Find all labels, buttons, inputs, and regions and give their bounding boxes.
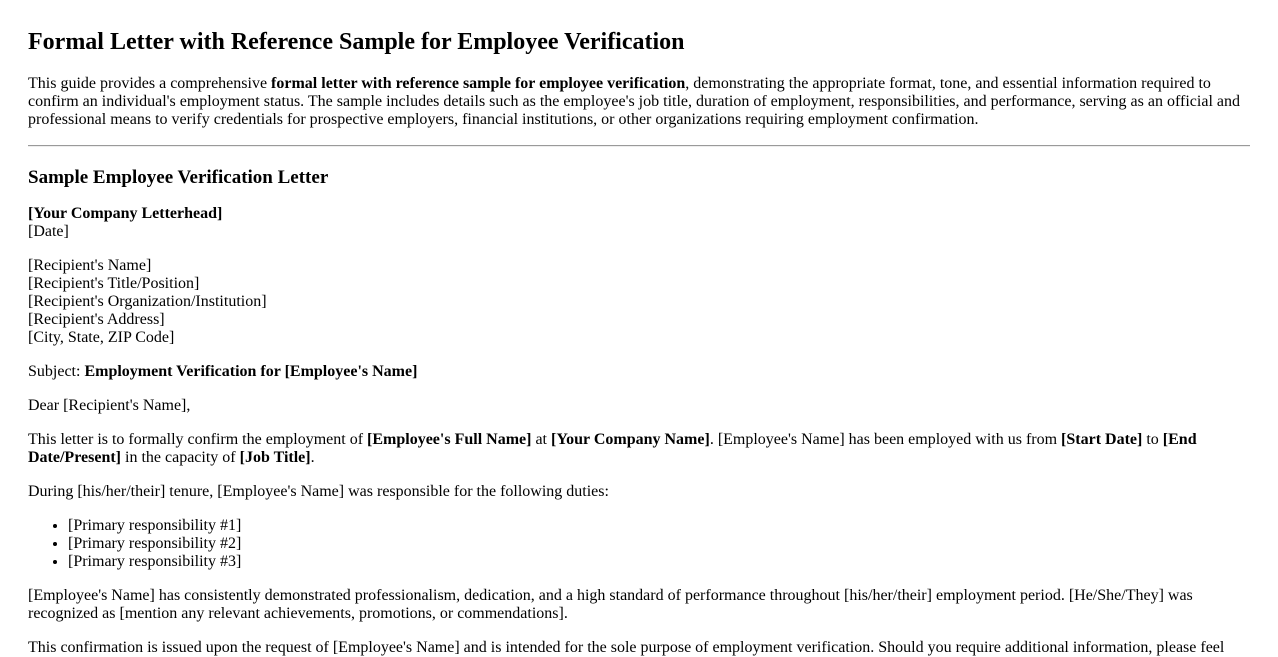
duties-list (28, 517, 1250, 571)
list-item: • [Primary responsibility #1] (68, 517, 1250, 535)
recipient-title: [Recipient's Title/Position] (28, 275, 200, 292)
page-title: Formal Letter with Reference Sample for Employee Verification (28, 29, 685, 55)
end-date: [End Date/Present] (28, 431, 1197, 466)
employee-full-name: [Employee's Full Name] (367, 431, 532, 448)
recipient-name: [Recipient's Name] (28, 257, 152, 274)
subject-prefix: Subject: (28, 363, 85, 380)
letterhead: [Your Company Letterhead] (28, 205, 223, 222)
job-title: [Job Title] (239, 449, 311, 466)
recipient-city: [City, State, ZIP Code] (28, 329, 175, 346)
subject-line (28, 363, 1250, 381)
employment-text-1: This letter is to formally confirm the employment of (28, 431, 368, 448)
subject-text: Employment Verification for [Employee's Name] (84, 363, 418, 380)
intro-text-end: , demonstrating the appropriate format, tone, and essential information required to confirm an individual's employment status. The sample includes details such as the employee's job title, duration of employment, responsibilities, and performance, serving as an official and professional means to verify credentials for prospective employers, financial institutions, or other organizations requiring employment confirmation. (28, 75, 1240, 128)
letterhead-block (28, 205, 1250, 241)
letter-date: [Date] (28, 223, 69, 240)
employment-text-4: to (1142, 431, 1163, 448)
start-date: [Start Date] (1061, 431, 1143, 448)
list-item: • [Primary responsibility #3] (68, 553, 1250, 571)
list-item: • [Primary responsibility #2] (68, 535, 1250, 553)
section-divider (28, 145, 1250, 147)
employment-text-6: . (310, 449, 315, 466)
section-title: Sample Employee Verification Letter (28, 167, 329, 188)
company-name: [Your Company Name] (551, 431, 710, 448)
closing-paragraph: This confirmation is issued upon the request of [Employee's Name] and is intended for the sole purpose of employment verification. Should you require additional information, please feel (28, 639, 1225, 656)
intro-bold-phrase: formal letter with reference sample for employee verification (271, 75, 686, 92)
recipient-address: [Recipient's Address] (28, 311, 165, 328)
employment-text-5: in the capacity of (121, 449, 240, 466)
employment-text-2: at (531, 431, 551, 448)
salutation: Dear [Recipient's Name], (28, 397, 191, 414)
employment-paragraph (28, 431, 1250, 467)
recipient-organization: [Recipient's Organization/Institution] (28, 293, 267, 310)
intro-text-start: This guide provides a comprehensive (28, 75, 272, 92)
performance-paragraph: [Employee's Name] has consistently demonstrated professionalism, dedication, and a high standard of performance throughout [his/her/their] employment period. [He/She/They] was recognized as [mention any relevant achievements, promotions, or commendations]. (28, 587, 1193, 622)
employment-text-3: . [Employee's Name] has been employed with us from (709, 431, 1062, 448)
intro-paragraph (28, 75, 1250, 129)
duties-intro: During [his/her/their] tenure, [Employee's Name] was responsible for the following duties: (28, 483, 609, 500)
recipient-block (28, 257, 1250, 347)
